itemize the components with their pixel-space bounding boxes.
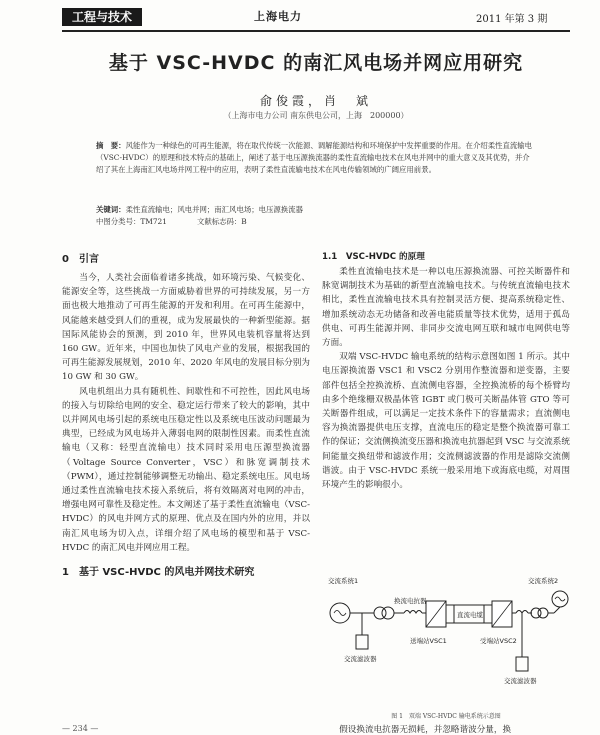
document-code: 文献标志码：B xyxy=(196,217,247,226)
reactor-1 xyxy=(404,611,422,614)
paper-title: 基于 VSC-HVDC 的南汇风电场并网应用研究 xyxy=(108,52,524,74)
ac-system-2-label: 交流系统2 xyxy=(528,577,559,585)
abstract xyxy=(96,140,536,176)
issue-label: 2011 年第 3 期 xyxy=(476,14,548,25)
journal-name: 上海电力 xyxy=(254,10,302,23)
intro-paragraph-2: 风电机组出力具有随机性、间歇性和不可控性，因此风电场的接入与切除给电网的安全、稳定运行带来了较大的影响，其中以并网风电场引起的系统电压稳定性以及系统电压波动问题最为典型，已经成为风电场并入薄弱电网的限制性因素。而柔性直流输电（又称：轻型直流输电）技术同时采用电压源型换流器（Voltage Source Converter，VSC）和脉宽调制技术（PWM），通过控制能够调整无功输出、稳定系统电压。风电场通过柔性直流输电技术接入系统后，将有效隔离对电网的冲击，增强电网可靠性及稳定性。本文阐述了基于柔性直流输电（VSC-HVDC）的风电并网方式的原理、优点及在国内外的应用，并以南汇风电场为切入点，详细介绍了风电场的模型和基于 VSC-HVDC 的南汇风电并网应用工程。 xyxy=(62,386,310,553)
section-0-heading: 0 引言 xyxy=(62,254,99,265)
keywords xyxy=(96,204,536,216)
reactor-label: 换流电抗器 xyxy=(394,597,427,605)
header-rule xyxy=(62,30,570,32)
principle-paragraph-2: 双端 VSC-HVDC 输电系统的结构示意图如图 1 所示。其中电压源换流器 VSC1 和 VSC2 分别用作整流器和逆变器，主要部件包括全控换流桥、直流侧电容器，全控换流桥的每个桥臂均由多个绝缘栅双极晶体管 IGBT 或门极可关断晶体管 GTO 等可关断器件组成，可以满足一定技术条件下的容量需求；直流侧电容为换流器提供电压支撑，直流电压的稳定是整个换流器可靠工作的保证；交流侧换流变压器和换流电抗器起到 VSC 与交流系统间能量交换纽带和滤波作用；交流侧滤波器的作用是滤除交流侧谐波。由于 VSC-HVDC 系统一般采用地下或海底电缆，对周围环境产生的影响很小。 xyxy=(322,352,570,491)
principle-paragraph-1: 柔性直流输电技术是一种以电压源换流器、可控关断器件和脉宽调制技术为基础的新型直流输电技术。与传统直流输电技术相比，柔性直流输电技术具有控制灵活方便、提高系统稳定性、增加系统动态无功储备和改善电能质量等技术优势，适用于孤岛供电、可再生能源并网、非同步交流电网互联和城市电网供电等方面。 xyxy=(322,267,570,349)
affiliation: （上海市电力公司 南东供电公司，上海 200000） xyxy=(223,111,409,120)
section-tag: 工程与技术 xyxy=(62,8,142,26)
dc-cable-label: 直流电缆 xyxy=(457,611,483,619)
filter-1-box xyxy=(356,635,368,649)
left-column xyxy=(62,250,310,584)
intro-paragraph-1: 当今，人类社会面临着诸多挑战，如环境污染、气候变化、能源安全等，这些挑战一方面威胁着世界的可持续发展，另一方面也极大地推动了可再生能源的开发和利用。在可再生能源中，风能越来越受到人们的重视，成为发展最快的一种新型能源。据国际风能协会的预测，到 2010 年，世界风电装机容量将达到 160 GW。近年来，中国也加快了风电产业的发展，根据我国的可再生能源发展规划，2010 年、2020 年风电的发展目标分别为 10 GW 和 30 GW。 xyxy=(62,273,310,383)
ac-system-1-label: 交流系统1 xyxy=(328,577,359,585)
subsection-1-1-heading: 1.1 VSC-HVDC 的原理 xyxy=(322,252,425,262)
transformer-1-coil-b xyxy=(382,607,394,619)
ac2-source-drop xyxy=(554,607,560,613)
reactor-2 xyxy=(516,611,528,614)
abstract-text: 风能作为一种绿色的可再生能源，将在取代传统一次能源、调解能源结构和环境保护中发挥重要的作用。在介绍柔性直流输电（VSC-HVDC）的原理和技术特点的基础上，阐述了基于电压源换流器的柔性直流输电技术在风电并网中的重大意义及其优势，并介绍了其在上海南汇风电场并网工程中的应用，表明了柔性直流输电技术在风电传输领域的广阔应用前景。 xyxy=(96,141,533,174)
keywords-label: 关键词： xyxy=(96,205,126,214)
authors: 俞俊霞，肖 斌 xyxy=(259,94,372,108)
vsc1-label: 送端站VSC1 xyxy=(410,637,447,645)
right-column xyxy=(322,250,570,492)
filter-2-box xyxy=(516,657,528,671)
keywords-text: 柔性直流输电；风电并网；南汇风电场；电压源换流器 xyxy=(125,205,303,214)
clc-number: 中图分类号：TM721 xyxy=(96,217,167,226)
filter-1-label: 交流滤波器 xyxy=(344,655,377,663)
continued-text-line: 假设换流电抗器无损耗，并忽略谐波分量，换 xyxy=(339,725,512,735)
abstract-label: 摘 要： xyxy=(96,141,126,150)
classification xyxy=(96,216,536,228)
vsc2-label: 受端站VSC2 xyxy=(480,637,517,645)
transformer-2-coil-b xyxy=(538,608,548,618)
section-1-heading: 1 基于 VSC-HVDC 的风电并网技术研究 xyxy=(62,567,255,579)
figure-caption: 图 1 双端 VSC-HVDC 输电系统示意图 xyxy=(391,713,501,720)
page-number: — 234 — xyxy=(62,724,99,733)
ac-system-2-sine xyxy=(555,597,565,601)
filter-2-label: 交流滤波器 xyxy=(504,677,537,685)
figure-vsc-hvdc-diagram xyxy=(322,573,570,703)
ac-system-1-sine xyxy=(334,611,346,616)
